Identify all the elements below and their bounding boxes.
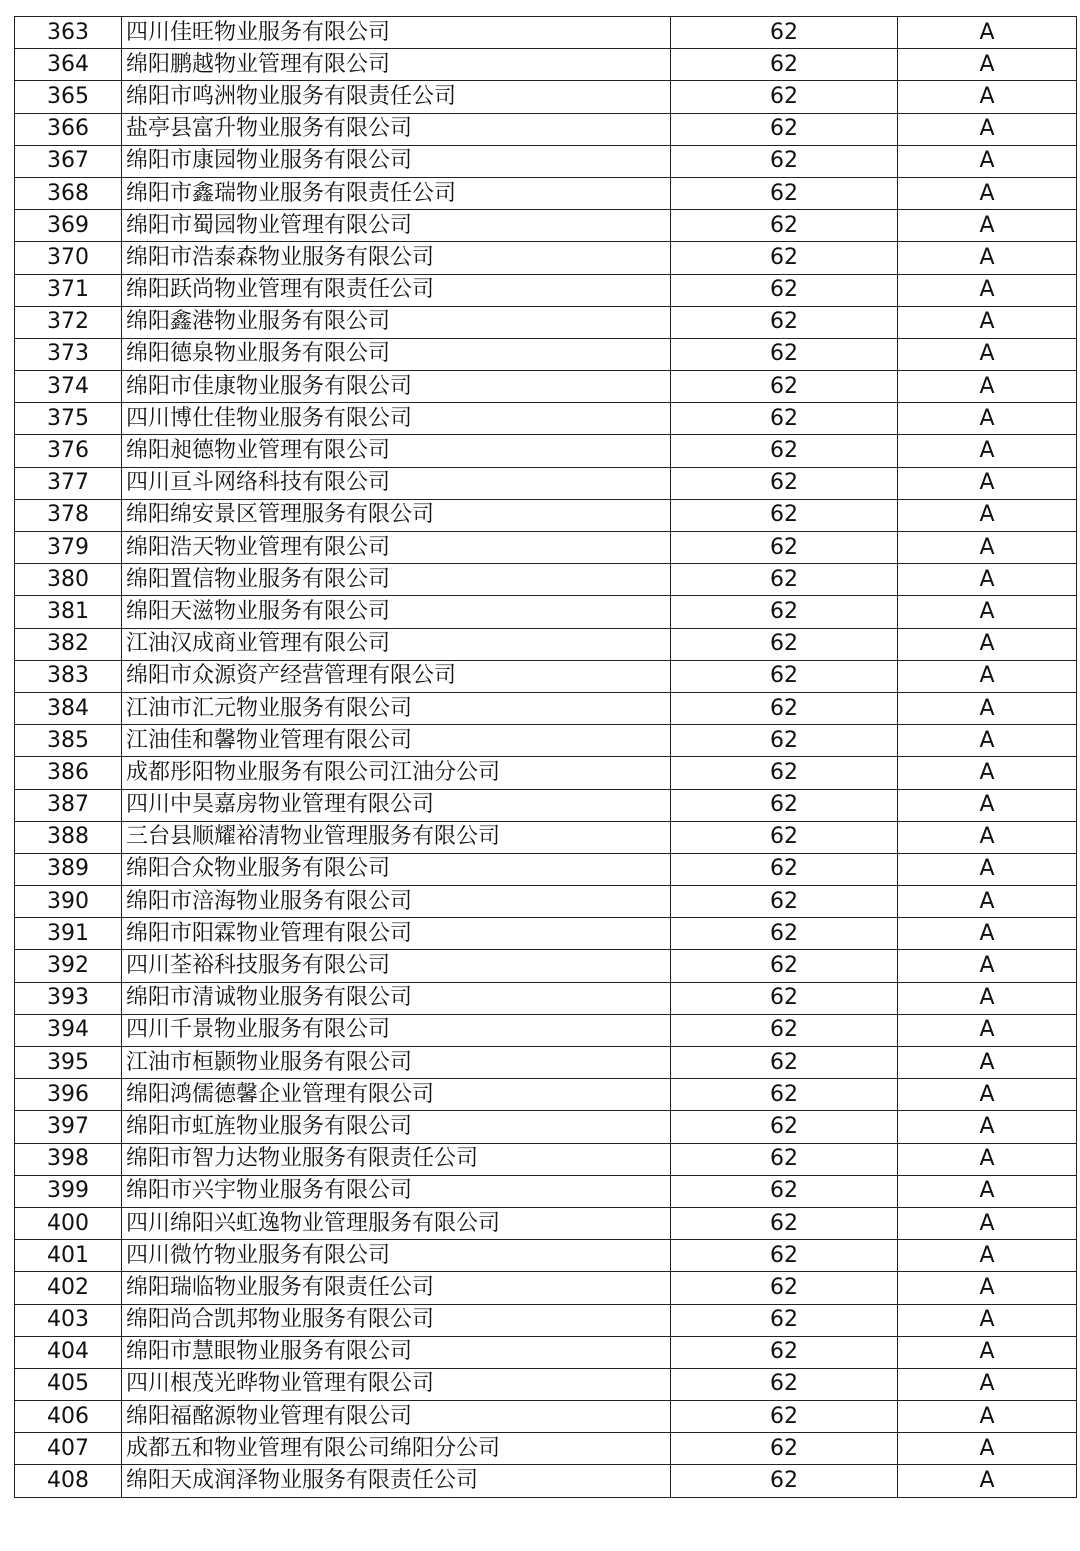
score-cell: 62 [671, 113, 898, 145]
company-name-cell: 绵阳浩天物业管理有限公司 [122, 532, 671, 564]
score-cell: 62 [671, 950, 898, 982]
company-name-cell: 绵阳置信物业服务有限公司 [122, 564, 671, 596]
company-name-cell: 绵阳市智力达物业服务有限责任公司 [122, 1143, 671, 1175]
company-name-cell: 江油佳和馨物业管理有限公司 [122, 725, 671, 757]
company-name-cell: 四川亘斗网络科技有限公司 [122, 467, 671, 499]
row-number-cell: 375 [15, 403, 122, 435]
table-row [15, 242, 1077, 274]
row-number-cell: 389 [15, 853, 122, 885]
company-name-cell: 绵阳市涪海物业服务有限公司 [122, 886, 671, 918]
row-number-cell: 377 [15, 467, 122, 499]
score-cell: 62 [671, 1433, 898, 1465]
row-number-cell: 366 [15, 113, 122, 145]
company-name-cell: 绵阳市兴宇物业服务有限公司 [122, 1175, 671, 1207]
row-number-cell: 384 [15, 692, 122, 724]
row-number-cell: 386 [15, 757, 122, 789]
score-cell: 62 [671, 789, 898, 821]
row-number-cell: 401 [15, 1240, 122, 1272]
company-name-cell: 四川佳旺物业服务有限公司 [122, 17, 671, 49]
score-cell: 62 [671, 1272, 898, 1304]
grade-cell: A [898, 918, 1077, 950]
grade-cell: A [898, 853, 1077, 885]
table-row [15, 306, 1077, 338]
table-row [15, 660, 1077, 692]
score-cell: 62 [671, 757, 898, 789]
company-name-cell: 绵阳天滋物业服务有限公司 [122, 596, 671, 628]
row-number-cell: 372 [15, 306, 122, 338]
score-cell: 62 [671, 1336, 898, 1368]
row-number-cell: 399 [15, 1175, 122, 1207]
table-row [15, 274, 1077, 306]
grade-cell: A [898, 1175, 1077, 1207]
row-number-cell: 364 [15, 49, 122, 81]
company-name-cell: 三台县顺耀裕清物业管理服务有限公司 [122, 821, 671, 853]
table-row [15, 982, 1077, 1014]
score-cell: 62 [671, 886, 898, 918]
table-row [15, 81, 1077, 113]
score-cell: 62 [671, 918, 898, 950]
row-number-cell: 373 [15, 338, 122, 370]
row-number-cell: 396 [15, 1079, 122, 1111]
grade-cell: A [898, 1272, 1077, 1304]
row-number-cell: 407 [15, 1433, 122, 1465]
company-name-cell: 绵阳市鑫瑞物业服务有限责任公司 [122, 177, 671, 209]
score-cell: 62 [671, 982, 898, 1014]
row-number-cell: 397 [15, 1111, 122, 1143]
company-name-cell: 绵阳市清诚物业服务有限公司 [122, 982, 671, 1014]
table-row [15, 1079, 1077, 1111]
score-cell: 62 [671, 435, 898, 467]
company-name-cell: 绵阳市鸣洲物业服务有限责任公司 [122, 81, 671, 113]
table-row [15, 1368, 1077, 1400]
score-cell: 62 [671, 242, 898, 274]
row-number-cell: 391 [15, 918, 122, 950]
grade-cell: A [898, 1111, 1077, 1143]
score-cell: 62 [671, 371, 898, 403]
grade-cell: A [898, 596, 1077, 628]
score-cell: 62 [671, 306, 898, 338]
company-name-cell: 盐亭县富升物业服务有限公司 [122, 113, 671, 145]
score-cell: 62 [671, 177, 898, 209]
company-name-cell: 四川根茂光晔物业管理有限公司 [122, 1368, 671, 1400]
table-row [15, 821, 1077, 853]
score-cell: 62 [671, 1465, 898, 1497]
company-name-cell: 绵阳瑞临物业服务有限责任公司 [122, 1272, 671, 1304]
company-name-cell: 绵阳市佳康物业服务有限公司 [122, 371, 671, 403]
grade-cell: A [898, 338, 1077, 370]
score-cell: 62 [671, 821, 898, 853]
table-row [15, 1143, 1077, 1175]
grade-cell: A [898, 371, 1077, 403]
score-cell: 62 [671, 274, 898, 306]
company-name-cell: 绵阳市慧眼物业服务有限公司 [122, 1336, 671, 1368]
grade-cell: A [898, 564, 1077, 596]
table-row [15, 532, 1077, 564]
grade-cell: A [898, 177, 1077, 209]
grade-cell: A [898, 435, 1077, 467]
table-row [15, 403, 1077, 435]
table-row [15, 1111, 1077, 1143]
row-number-cell: 367 [15, 145, 122, 177]
table-row [15, 338, 1077, 370]
row-number-cell: 378 [15, 499, 122, 531]
grade-cell: A [898, 1304, 1077, 1336]
score-cell: 62 [671, 1304, 898, 1336]
row-number-cell: 402 [15, 1272, 122, 1304]
row-number-cell: 363 [15, 17, 122, 49]
table-row [15, 596, 1077, 628]
grade-cell: A [898, 1047, 1077, 1079]
grade-cell: A [898, 1401, 1077, 1433]
score-cell: 62 [671, 49, 898, 81]
company-name-cell: 四川绵阳兴虹逸物业管理服务有限公司 [122, 1207, 671, 1239]
row-number-cell: 369 [15, 210, 122, 242]
grade-cell: A [898, 757, 1077, 789]
grade-cell: A [898, 1433, 1077, 1465]
table-row [15, 789, 1077, 821]
table-row [15, 1272, 1077, 1304]
table-row [15, 49, 1077, 81]
row-number-cell: 388 [15, 821, 122, 853]
score-cell: 62 [671, 1143, 898, 1175]
table-row [15, 371, 1077, 403]
score-cell: 62 [671, 596, 898, 628]
table-row [15, 210, 1077, 242]
table-row [15, 1047, 1077, 1079]
score-cell: 62 [671, 1240, 898, 1272]
company-name-cell: 绵阳市浩泰森物业服务有限公司 [122, 242, 671, 274]
grade-cell: A [898, 499, 1077, 531]
grade-cell: A [898, 403, 1077, 435]
table-row [15, 564, 1077, 596]
row-number-cell: 374 [15, 371, 122, 403]
company-name-cell: 成都五和物业管理有限公司绵阳分公司 [122, 1433, 671, 1465]
grade-cell: A [898, 1336, 1077, 1368]
score-cell: 62 [671, 145, 898, 177]
row-number-cell: 398 [15, 1143, 122, 1175]
company-name-cell: 绵阳福酩源物业管理有限公司 [122, 1401, 671, 1433]
score-cell: 62 [671, 403, 898, 435]
grade-cell: A [898, 821, 1077, 853]
row-number-cell: 365 [15, 81, 122, 113]
score-cell: 62 [671, 1207, 898, 1239]
table-row [15, 435, 1077, 467]
row-number-cell: 394 [15, 1014, 122, 1046]
grade-cell: A [898, 886, 1077, 918]
grade-cell: A [898, 725, 1077, 757]
company-name-cell: 四川中昊嘉房物业管理有限公司 [122, 789, 671, 821]
row-number-cell: 404 [15, 1336, 122, 1368]
score-cell: 62 [671, 499, 898, 531]
score-cell: 62 [671, 853, 898, 885]
row-number-cell: 403 [15, 1304, 122, 1336]
table-row [15, 950, 1077, 982]
row-number-cell: 392 [15, 950, 122, 982]
row-number-cell: 379 [15, 532, 122, 564]
company-name-cell: 绵阳鹏越物业管理有限公司 [122, 49, 671, 81]
score-cell: 62 [671, 1111, 898, 1143]
company-name-cell: 成都彤阳物业服务有限公司江油分公司 [122, 757, 671, 789]
grade-cell: A [898, 17, 1077, 49]
score-cell: 62 [671, 1079, 898, 1111]
grade-cell: A [898, 1207, 1077, 1239]
row-number-cell: 405 [15, 1368, 122, 1400]
company-name-cell: 四川荃裕科技服务有限公司 [122, 950, 671, 982]
grade-cell: A [898, 467, 1077, 499]
row-number-cell: 368 [15, 177, 122, 209]
table-row [15, 757, 1077, 789]
score-cell: 62 [671, 467, 898, 499]
company-name-cell: 绵阳市蜀园物业管理有限公司 [122, 210, 671, 242]
grade-cell: A [898, 1368, 1077, 1400]
table-row [15, 1336, 1077, 1368]
rating-table-body [15, 17, 1077, 1498]
score-cell: 62 [671, 1014, 898, 1046]
grade-cell: A [898, 982, 1077, 1014]
table-row [15, 692, 1077, 724]
grade-cell: A [898, 950, 1077, 982]
row-number-cell: 376 [15, 435, 122, 467]
company-name-cell: 四川博仕佳物业服务有限公司 [122, 403, 671, 435]
company-name-cell: 绵阳德泉物业服务有限公司 [122, 338, 671, 370]
grade-cell: A [898, 81, 1077, 113]
company-name-cell: 四川微竹物业服务有限公司 [122, 1240, 671, 1272]
score-cell: 62 [671, 628, 898, 660]
score-cell: 62 [671, 338, 898, 370]
row-number-cell: 406 [15, 1401, 122, 1433]
table-row [15, 1304, 1077, 1336]
grade-cell: A [898, 306, 1077, 338]
table-row [15, 1465, 1077, 1497]
table-row [15, 886, 1077, 918]
score-cell: 62 [671, 81, 898, 113]
rating-table [14, 16, 1077, 1498]
row-number-cell: 371 [15, 274, 122, 306]
score-cell: 62 [671, 660, 898, 692]
score-cell: 62 [671, 1047, 898, 1079]
table-row [15, 1175, 1077, 1207]
score-cell: 62 [671, 1175, 898, 1207]
row-number-cell: 381 [15, 596, 122, 628]
score-cell: 62 [671, 210, 898, 242]
row-number-cell: 408 [15, 1465, 122, 1497]
company-name-cell: 绵阳市阳霖物业管理有限公司 [122, 918, 671, 950]
score-cell: 62 [671, 564, 898, 596]
company-name-cell: 绵阳跃尚物业管理有限责任公司 [122, 274, 671, 306]
grade-cell: A [898, 1143, 1077, 1175]
score-cell: 62 [671, 692, 898, 724]
grade-cell: A [898, 660, 1077, 692]
table-row [15, 1401, 1077, 1433]
company-name-cell: 江油市汇元物业服务有限公司 [122, 692, 671, 724]
table-row [15, 177, 1077, 209]
table-row [15, 113, 1077, 145]
table-row [15, 145, 1077, 177]
company-name-cell: 绵阳市康园物业服务有限公司 [122, 145, 671, 177]
row-number-cell: 387 [15, 789, 122, 821]
grade-cell: A [898, 532, 1077, 564]
row-number-cell: 380 [15, 564, 122, 596]
row-number-cell: 390 [15, 886, 122, 918]
company-name-cell: 绵阳市众源资产经营管理有限公司 [122, 660, 671, 692]
grade-cell: A [898, 274, 1077, 306]
grade-cell: A [898, 789, 1077, 821]
row-number-cell: 370 [15, 242, 122, 274]
table-row [15, 467, 1077, 499]
company-name-cell: 绵阳绵安景区管理服务有限公司 [122, 499, 671, 531]
table-row [15, 1240, 1077, 1272]
table-row [15, 1207, 1077, 1239]
company-name-cell: 绵阳天成润泽物业服务有限责任公司 [122, 1465, 671, 1497]
score-cell: 62 [671, 1368, 898, 1400]
company-name-cell: 四川千景物业服务有限公司 [122, 1014, 671, 1046]
company-name-cell: 绵阳尚合凯邦物业服务有限公司 [122, 1304, 671, 1336]
company-name-cell: 绵阳昶德物业管理有限公司 [122, 435, 671, 467]
company-name-cell: 绵阳鸿儒德馨企业管理有限公司 [122, 1079, 671, 1111]
grade-cell: A [898, 628, 1077, 660]
company-name-cell: 江油市桓颢物业服务有限公司 [122, 1047, 671, 1079]
table-row [15, 499, 1077, 531]
grade-cell: A [898, 145, 1077, 177]
row-number-cell: 400 [15, 1207, 122, 1239]
table-row [15, 628, 1077, 660]
company-name-cell: 绵阳市虹旌物业服务有限公司 [122, 1111, 671, 1143]
grade-cell: A [898, 1079, 1077, 1111]
table-row [15, 853, 1077, 885]
score-cell: 62 [671, 725, 898, 757]
row-number-cell: 383 [15, 660, 122, 692]
grade-cell: A [898, 49, 1077, 81]
score-cell: 62 [671, 1401, 898, 1433]
table-row [15, 1014, 1077, 1046]
grade-cell: A [898, 1240, 1077, 1272]
score-cell: 62 [671, 17, 898, 49]
table-row [15, 17, 1077, 49]
company-name-cell: 绵阳鑫港物业服务有限公司 [122, 306, 671, 338]
table-row [15, 725, 1077, 757]
row-number-cell: 393 [15, 982, 122, 1014]
table-row [15, 1433, 1077, 1465]
grade-cell: A [898, 692, 1077, 724]
row-number-cell: 385 [15, 725, 122, 757]
grade-cell: A [898, 113, 1077, 145]
score-cell: 62 [671, 532, 898, 564]
row-number-cell: 382 [15, 628, 122, 660]
grade-cell: A [898, 1465, 1077, 1497]
row-number-cell: 395 [15, 1047, 122, 1079]
grade-cell: A [898, 1014, 1077, 1046]
grade-cell: A [898, 242, 1077, 274]
table-row [15, 918, 1077, 950]
grade-cell: A [898, 210, 1077, 242]
company-name-cell: 江油汉成商业管理有限公司 [122, 628, 671, 660]
company-name-cell: 绵阳合众物业服务有限公司 [122, 853, 671, 885]
